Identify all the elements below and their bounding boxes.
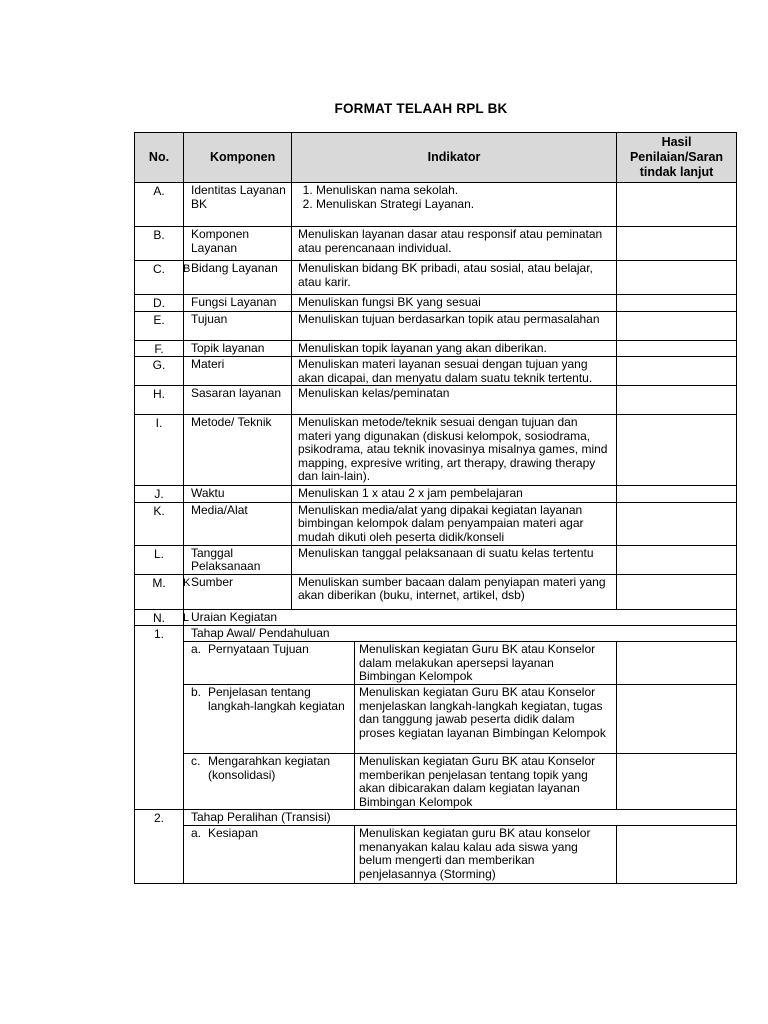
row-komponen: Metode/ Teknik	[184, 415, 292, 486]
row-komponen-cell	[184, 261, 292, 295]
row-komponen: Sasaran layanan	[184, 386, 292, 415]
row-hasil	[617, 183, 737, 227]
row-komponen: Komponen Layanan	[184, 227, 292, 261]
sub-letter: a.	[191, 642, 202, 656]
table-row	[135, 183, 737, 227]
table-header-row	[135, 133, 737, 183]
sub-label-cell	[184, 754, 355, 810]
row-indikator: Menuliskan metode/teknik sesuai dengan tujuan dan materi yang digunakan (diskusi kelompok, sosiodrama, psikodrama, atau teknik inovasinya misalnya games, mind mapping, expresive writing, art therapy, drawing therapy dan lain-lain).	[292, 415, 617, 486]
row-hasil	[617, 261, 737, 295]
sub-label-cell	[184, 826, 355, 884]
row-komponen: Fungsi Layanan	[184, 295, 292, 312]
sub-label-cell	[184, 642, 355, 685]
row-indikator: Menuliskan 1 x atau 2 x jam pembelajaran	[292, 486, 617, 503]
table-row	[135, 545, 737, 574]
row-number: G.	[135, 357, 184, 386]
row-komponen-cell	[184, 574, 292, 609]
row-komponen: Sumber	[191, 574, 234, 589]
row-indikator: Menuliskan layanan dasar atau responsif atau peminatan atau perencanaan individual.	[292, 227, 617, 261]
row-number: H.	[135, 386, 184, 415]
sub-label: Mengarahkan kegiatan (konsolidasi)	[208, 754, 331, 782]
table-row	[135, 502, 737, 545]
row-indikator: Menuliskan topik layanan yang akan diberikan.	[292, 340, 617, 357]
row-indikator: Menuliskan kelas/peminatan	[292, 386, 617, 415]
row-komponen: Tujuan	[184, 311, 292, 340]
table-row	[135, 340, 737, 357]
indikator-item: 1. Menuliskan nama sekolah.	[316, 184, 613, 198]
row-komponen: Identitas Layanan BK	[184, 183, 292, 227]
sub-letter: c.	[191, 754, 201, 768]
sub-label: Penjelasan tentang langkah-langkah kegiatan	[208, 685, 345, 713]
row-komponen: Uraian Kegiatan	[191, 609, 278, 624]
header-no: No.	[135, 133, 184, 183]
row-komponen: Topik layanan	[184, 340, 292, 357]
row-hasil	[617, 545, 737, 574]
header-komponen: Komponen	[184, 133, 292, 183]
row-hasil	[617, 415, 737, 486]
sub-indikator: Menuliskan kegiatan guru BK atau konselor menanyakan kalau kalau ada siswa yang belum mengerti dan memberikan penjelasannya (Storming)	[355, 826, 617, 884]
row-hasil	[617, 685, 737, 754]
stage-row	[135, 626, 737, 642]
row-komponen: Tanggal Pelaksanaan	[184, 545, 292, 574]
row-number: C.	[135, 261, 184, 295]
row-indikator: Menuliskan sumber bacaan dalam penyiapan materi yang akan diberikan (buku, internet, artikel, dsb)	[292, 574, 617, 609]
row-hasil	[617, 502, 737, 545]
row-number: M.	[135, 574, 184, 609]
table-row	[135, 574, 737, 609]
sub-row	[135, 642, 737, 685]
stray-mark: B	[183, 263, 191, 275]
row-hasil	[617, 754, 737, 810]
sub-indikator: Menuliskan kegiatan Guru BK atau Konselor dalam melakukan apersepsi layanan Bimbingan Kelompok	[355, 642, 617, 685]
row-indikator: Menuliskan tanggal pelaksanaan di suatu kelas tertentu	[292, 545, 617, 574]
row-komponen: Bidang Layanan	[191, 261, 278, 275]
row-indikator: Menuliskan fungsi BK yang sesuai	[292, 295, 617, 312]
stage-row	[135, 810, 737, 826]
row-indikator	[292, 183, 617, 227]
sub-row	[135, 826, 737, 884]
row-hasil	[617, 826, 737, 884]
table-row	[135, 227, 737, 261]
row-hasil	[617, 574, 737, 609]
row-indikator: Menuliskan tujuan berdasarkan topik atau permasalahan	[292, 311, 617, 340]
table-row	[135, 295, 737, 312]
sub-letter: b.	[191, 685, 202, 699]
row-hasil	[617, 486, 737, 503]
row-hasil	[617, 386, 737, 415]
stage-number: 2.	[135, 810, 184, 884]
stage-label: Tahap Awal/ Pendahuluan	[184, 626, 737, 642]
row-number: N.	[135, 609, 184, 626]
row-indikator: Menuliskan bidang BK pribadi, atau sosial, atau belajar, atau karir.	[292, 261, 617, 295]
row-hasil	[617, 357, 737, 386]
stage-number: 1.	[135, 626, 184, 810]
row-hasil	[617, 642, 737, 685]
row-number: L.	[135, 545, 184, 574]
sub-row	[135, 685, 737, 754]
table-row	[135, 311, 737, 340]
row-number: F.	[135, 340, 184, 357]
row-komponen: Materi	[184, 357, 292, 386]
row-hasil	[617, 340, 737, 357]
row-number: D.	[135, 295, 184, 312]
sub-label: Kesiapan	[208, 826, 259, 840]
row-indikator: Menuliskan materi layanan sesuai dengan tujuan yang akan dicapai, dan menyatu dalam suatu teknik tertentu.	[292, 357, 617, 386]
table-row	[135, 415, 737, 486]
sub-label-cell	[184, 685, 355, 754]
table-row	[135, 261, 737, 295]
sub-indikator: Menuliskan kegiatan Guru BK atau Konselor menjelaskan langkah-langkah kegiatan, tugas dan tanggung jawab peserta didik dalam proses kegiatan layanan Bimbingan Kelompok	[355, 685, 617, 754]
sub-label: Pernyataan Tujuan	[208, 642, 309, 656]
table-row	[135, 609, 737, 626]
table-row	[135, 486, 737, 503]
row-number: A.	[135, 183, 184, 227]
row-komponen: Media/Alat	[184, 502, 292, 545]
row-hasil	[617, 295, 737, 312]
stray-mark: L	[183, 611, 190, 624]
row-number: K.	[135, 502, 184, 545]
header-indikator: Indikator	[292, 133, 617, 183]
sub-letter: a.	[191, 826, 202, 840]
table-row	[135, 357, 737, 386]
row-number: E.	[135, 311, 184, 340]
row-hasil	[617, 227, 737, 261]
stray-mark: K	[183, 576, 191, 589]
row-komponen: Waktu	[184, 486, 292, 503]
row-number: B.	[135, 227, 184, 261]
row-indikator: Menuliskan media/alat yang dipakai kegiatan layanan bimbingan kelompok dalam penyampaian materi agar mudah dikuti oleh peserta didik/konseli	[292, 502, 617, 545]
sub-indikator: Menuliskan kegiatan Guru BK atau Konselor memberikan penjelasan tentang topik yang akan dibicarakan dalam kegiatan layanan Bimbingan Kelompok	[355, 754, 617, 810]
sub-row	[135, 754, 737, 810]
row-number: I.	[135, 415, 184, 486]
row-number: J.	[135, 486, 184, 503]
stage-label: Tahap Peralihan (Transisi)	[184, 810, 737, 826]
document-title: FORMAT TELAAH RPL BK	[334, 101, 508, 116]
header-hasil: Hasil Penilaian/Saran tindak lanjut	[617, 133, 737, 183]
review-format-table	[134, 132, 737, 884]
indikator-item: 2. Menuliskan Strategi Layanan.	[316, 198, 613, 212]
row-komponen-cell	[184, 609, 737, 626]
row-hasil	[617, 311, 737, 340]
table-row	[135, 386, 737, 415]
